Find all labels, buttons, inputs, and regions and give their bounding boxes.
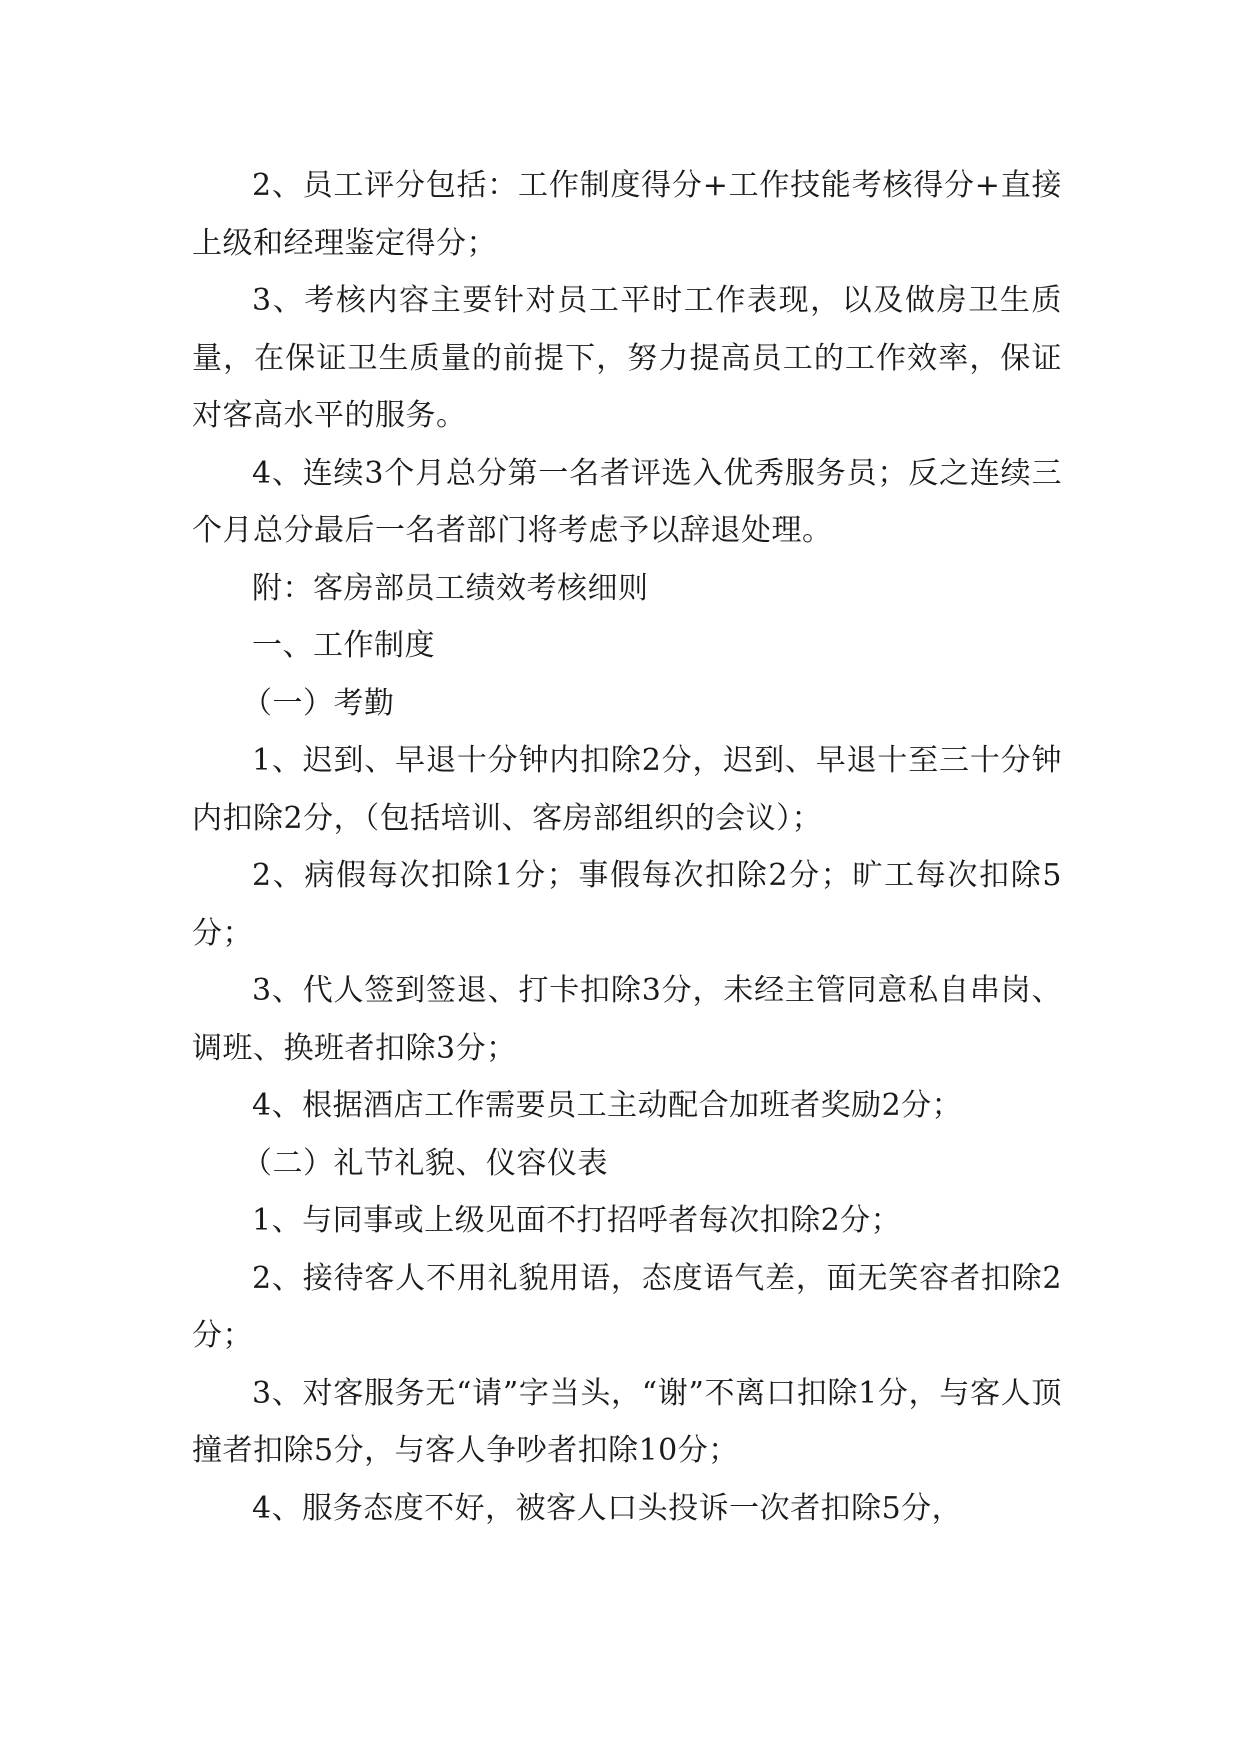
paragraph-attendance-rule-4: 4、根据酒店工作需要员工主动配合加班者奖励2分；	[252, 1088, 963, 1123]
paragraph-attendance-rule-1: 1、迟到、早退十分钟内扣除2分，迟到、早退十至三十分钟内扣除2分，（包括培训、客房部组织的会议）；	[192, 743, 1062, 836]
paragraph-attendance-rule-3: 3、代人签到签退、打卡扣除3分，未经主管同意私自串岗、调班、换班者扣除3分；	[192, 973, 1062, 1066]
paragraph-assessment-content: 3、考核内容主要针对员工平时工作表现，以及做房卫生质量，在保证卫生质量的前提下，努力提高员工的工作效率，保证对客高水平的服务。	[192, 283, 1062, 433]
paragraph-attendance-rule-2: 2、病假每次扣除1分；事假每次扣除2分；旷工每次扣除5分；	[192, 858, 1062, 951]
paragraph-etiquette-rule-4: 4、服务态度不好，被客人口头投诉一次者扣除5分，	[252, 1490, 963, 1526]
document-body	[192, 157, 1062, 1537]
paragraph-etiquette-rule-3: 3、对客服务无“请”字当头，“谢”不离口扣除1分，与客人顶撞者扣除5分，与客人争吵者扣除10分；	[192, 1375, 1062, 1468]
paragraph-ranking-rule: 4、连续3个月总分第一名者评选入优秀服务员；反之连续三个月总分最后一名者部门将考虑予以辞退处理。	[192, 455, 1062, 548]
section-heading-work-system: 一、工作制度	[252, 628, 435, 663]
subsection-heading-etiquette: （二）礼节礼貌、仪容仪表	[242, 1145, 608, 1181]
subsection-heading-attendance: （一）考勤	[242, 685, 395, 721]
paragraph-appendix-title: 附：客房部员工绩效考核细则	[252, 570, 649, 606]
paragraph-etiquette-rule-1: 1、与同事或上级见面不打招呼者每次扣除2分；	[252, 1203, 902, 1238]
paragraph-etiquette-rule-2: 2、接待客人不用礼貌用语，态度语气差，面无笑容者扣除2分；	[192, 1260, 1062, 1353]
paragraph-scoring-composition: 2、员工评分包括：工作制度得分+工作技能考核得分+直接上级和经理鉴定得分；	[192, 168, 1062, 261]
